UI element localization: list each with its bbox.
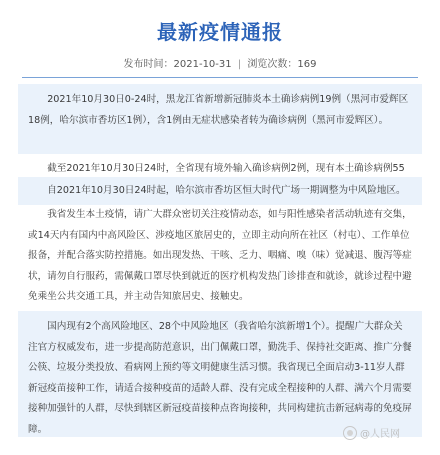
paragraph-public-advice: 我省发生本土疫情，请广大群众密切关注疫情动态，如与阳性感染者活动轨迹有交集，或14天内有国内中高风险区、涉疫地区旅居史的，立即主动向所在社区（村屯）、工作单位报备，并配合落实防控措施。如出现发热、干咳、乏力、咽痛、嗅（味）觉减退、腹泻等症状，请勿自行服药，需佩戴口罩尽快到就近的医疗机构发热门诊排查和就诊，就诊过程中避免乘坐公共交通工具，并主动告知旅居史、接触史。 (28, 209, 412, 302)
paragraph-vaccination-notice: 国内现有2个高风险地区、28个中风险地区（我省哈尔滨新增1个）。提醒广大群众关注官方权威发布，进一步提高防范意识，出门佩戴口罩，勤洗手、保持社交距离、推广分餐公筷、垃圾分类投放、看病网上预约等文明健康生活习惯。我省现已全面启动3-11岁人群新冠疫苗接种工作，请适合接种疫苗的适龄人群、没有完成全程接种的人群、满六个月需要接种加强针的人群，尽快到辖区新冠疫苗接种点咨询接种，共同构建抗击新冠病毒的免疫屏障。 (18, 311, 422, 437)
publish-time-value: 2021-10-31 (173, 59, 232, 70)
watermark-text: @人民网 (360, 429, 400, 440)
page-title: 最新疫情通报 (157, 20, 283, 44)
view-count-value: 169 (297, 59, 317, 70)
paragraph-new-cases: 2021年10月30日0-24时，黑龙江省新增新冠肺炎本土确诊病例19例（黑河市爱辉区18例，哈尔滨市香坊区1例），含1例由无症状感染者转为确诊病例（黑河市爱辉区）。 (18, 84, 422, 154)
view-count-label: 浏览次数： (247, 59, 298, 70)
watermark (343, 425, 400, 440)
publish-time-label: 发布时间： (123, 59, 174, 70)
header-divider (22, 77, 418, 78)
paragraph-risk-adjustment: 自2021年10月30日24时起，哈尔滨市香坊区恒大时代广场一期调整为中风险地区。 (18, 177, 422, 205)
publish-meta (0, 55, 440, 70)
meta-separator: | (237, 59, 242, 70)
paragraph-current-cases: 截至2021年10月30日24时，全省现有境外输入确诊病例2例，现有本土确诊病例55 (47, 163, 405, 174)
weibo-icon (343, 426, 357, 440)
